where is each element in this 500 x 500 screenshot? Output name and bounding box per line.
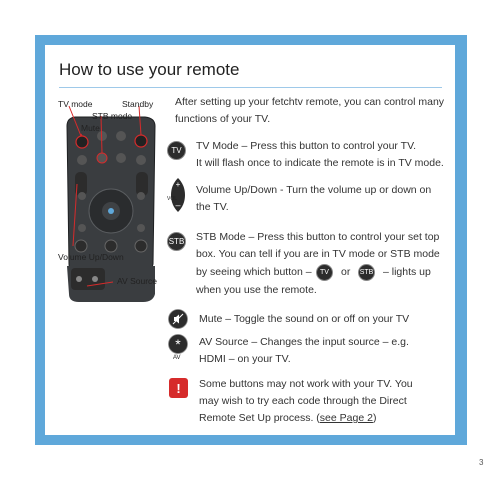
mute-icon <box>168 309 188 329</box>
label-volume: Volume Up/Down <box>58 252 124 262</box>
av-line2: HDMI – on your TV. <box>199 353 291 365</box>
tv-button-icon: TV <box>167 141 186 160</box>
stb-line2: box. You can tell if you are in TV mode or STB mode <box>196 248 440 260</box>
label-av-source: AV Source <box>117 276 158 286</box>
warning-line3-suffix: ) <box>372 412 377 424</box>
warning-line3 <box>199 410 376 427</box>
stb-button-icon: STB <box>167 232 186 251</box>
label-stb-mode: STB mode <box>92 111 133 121</box>
page-number: 3 <box>479 458 484 467</box>
page-title: How to use your remote <box>59 60 240 79</box>
label-mute: Mute <box>81 123 100 133</box>
stb-line4: when you use the remote. <box>196 284 317 296</box>
stb-button-inline-icon: STB <box>358 264 375 281</box>
svg-text:+: + <box>175 180 181 189</box>
volume-line1: Volume Up/Down - Turn the volume up or down on <box>196 184 432 196</box>
warning-icon: ! <box>169 378 188 398</box>
stb-line3a: by seeing which button – <box>196 266 312 278</box>
av-line1: AV Source – Changes the input source – e.g. <box>199 336 409 348</box>
title-divider <box>59 87 442 88</box>
label-tv-mode: TV mode <box>58 99 93 109</box>
warning-line1: Some buttons may not work with your TV. You <box>199 378 413 390</box>
vol-label: VOL <box>167 196 178 202</box>
mute-text: Mute – Toggle the sound on or off on your TV <box>199 313 410 325</box>
see-page-2-link[interactable]: see Page 2 <box>319 412 373 424</box>
tv-mode-line1: TV Mode – Press this button to control your TV. <box>196 140 417 152</box>
warning-line2: may wish to try each code through the Direct <box>199 395 407 407</box>
intro-text: After setting up your fetchtv remote, you can control many functions of your TV. <box>175 96 445 125</box>
stb-line3b: – lights up <box>383 266 431 278</box>
volume-rocker-icon <box>170 177 186 213</box>
tv-mode-line2: It will flash once to indicate the remote is in TV mode. <box>196 157 444 169</box>
stb-or: or <box>341 266 351 278</box>
label-standby: Standby <box>122 99 154 109</box>
av-label: AV <box>173 355 181 361</box>
stb-line1: STB Mode – Press this button to control your set top <box>196 231 440 243</box>
warning-line3-prefix: Remote Set Up process. ( <box>199 412 320 424</box>
svg-text:–: – <box>175 200 181 210</box>
volume-line2: the TV. <box>196 201 229 213</box>
svg-text:*: * <box>175 336 181 352</box>
av-source-icon <box>168 334 188 354</box>
tv-button-inline-icon: TV <box>316 264 333 281</box>
